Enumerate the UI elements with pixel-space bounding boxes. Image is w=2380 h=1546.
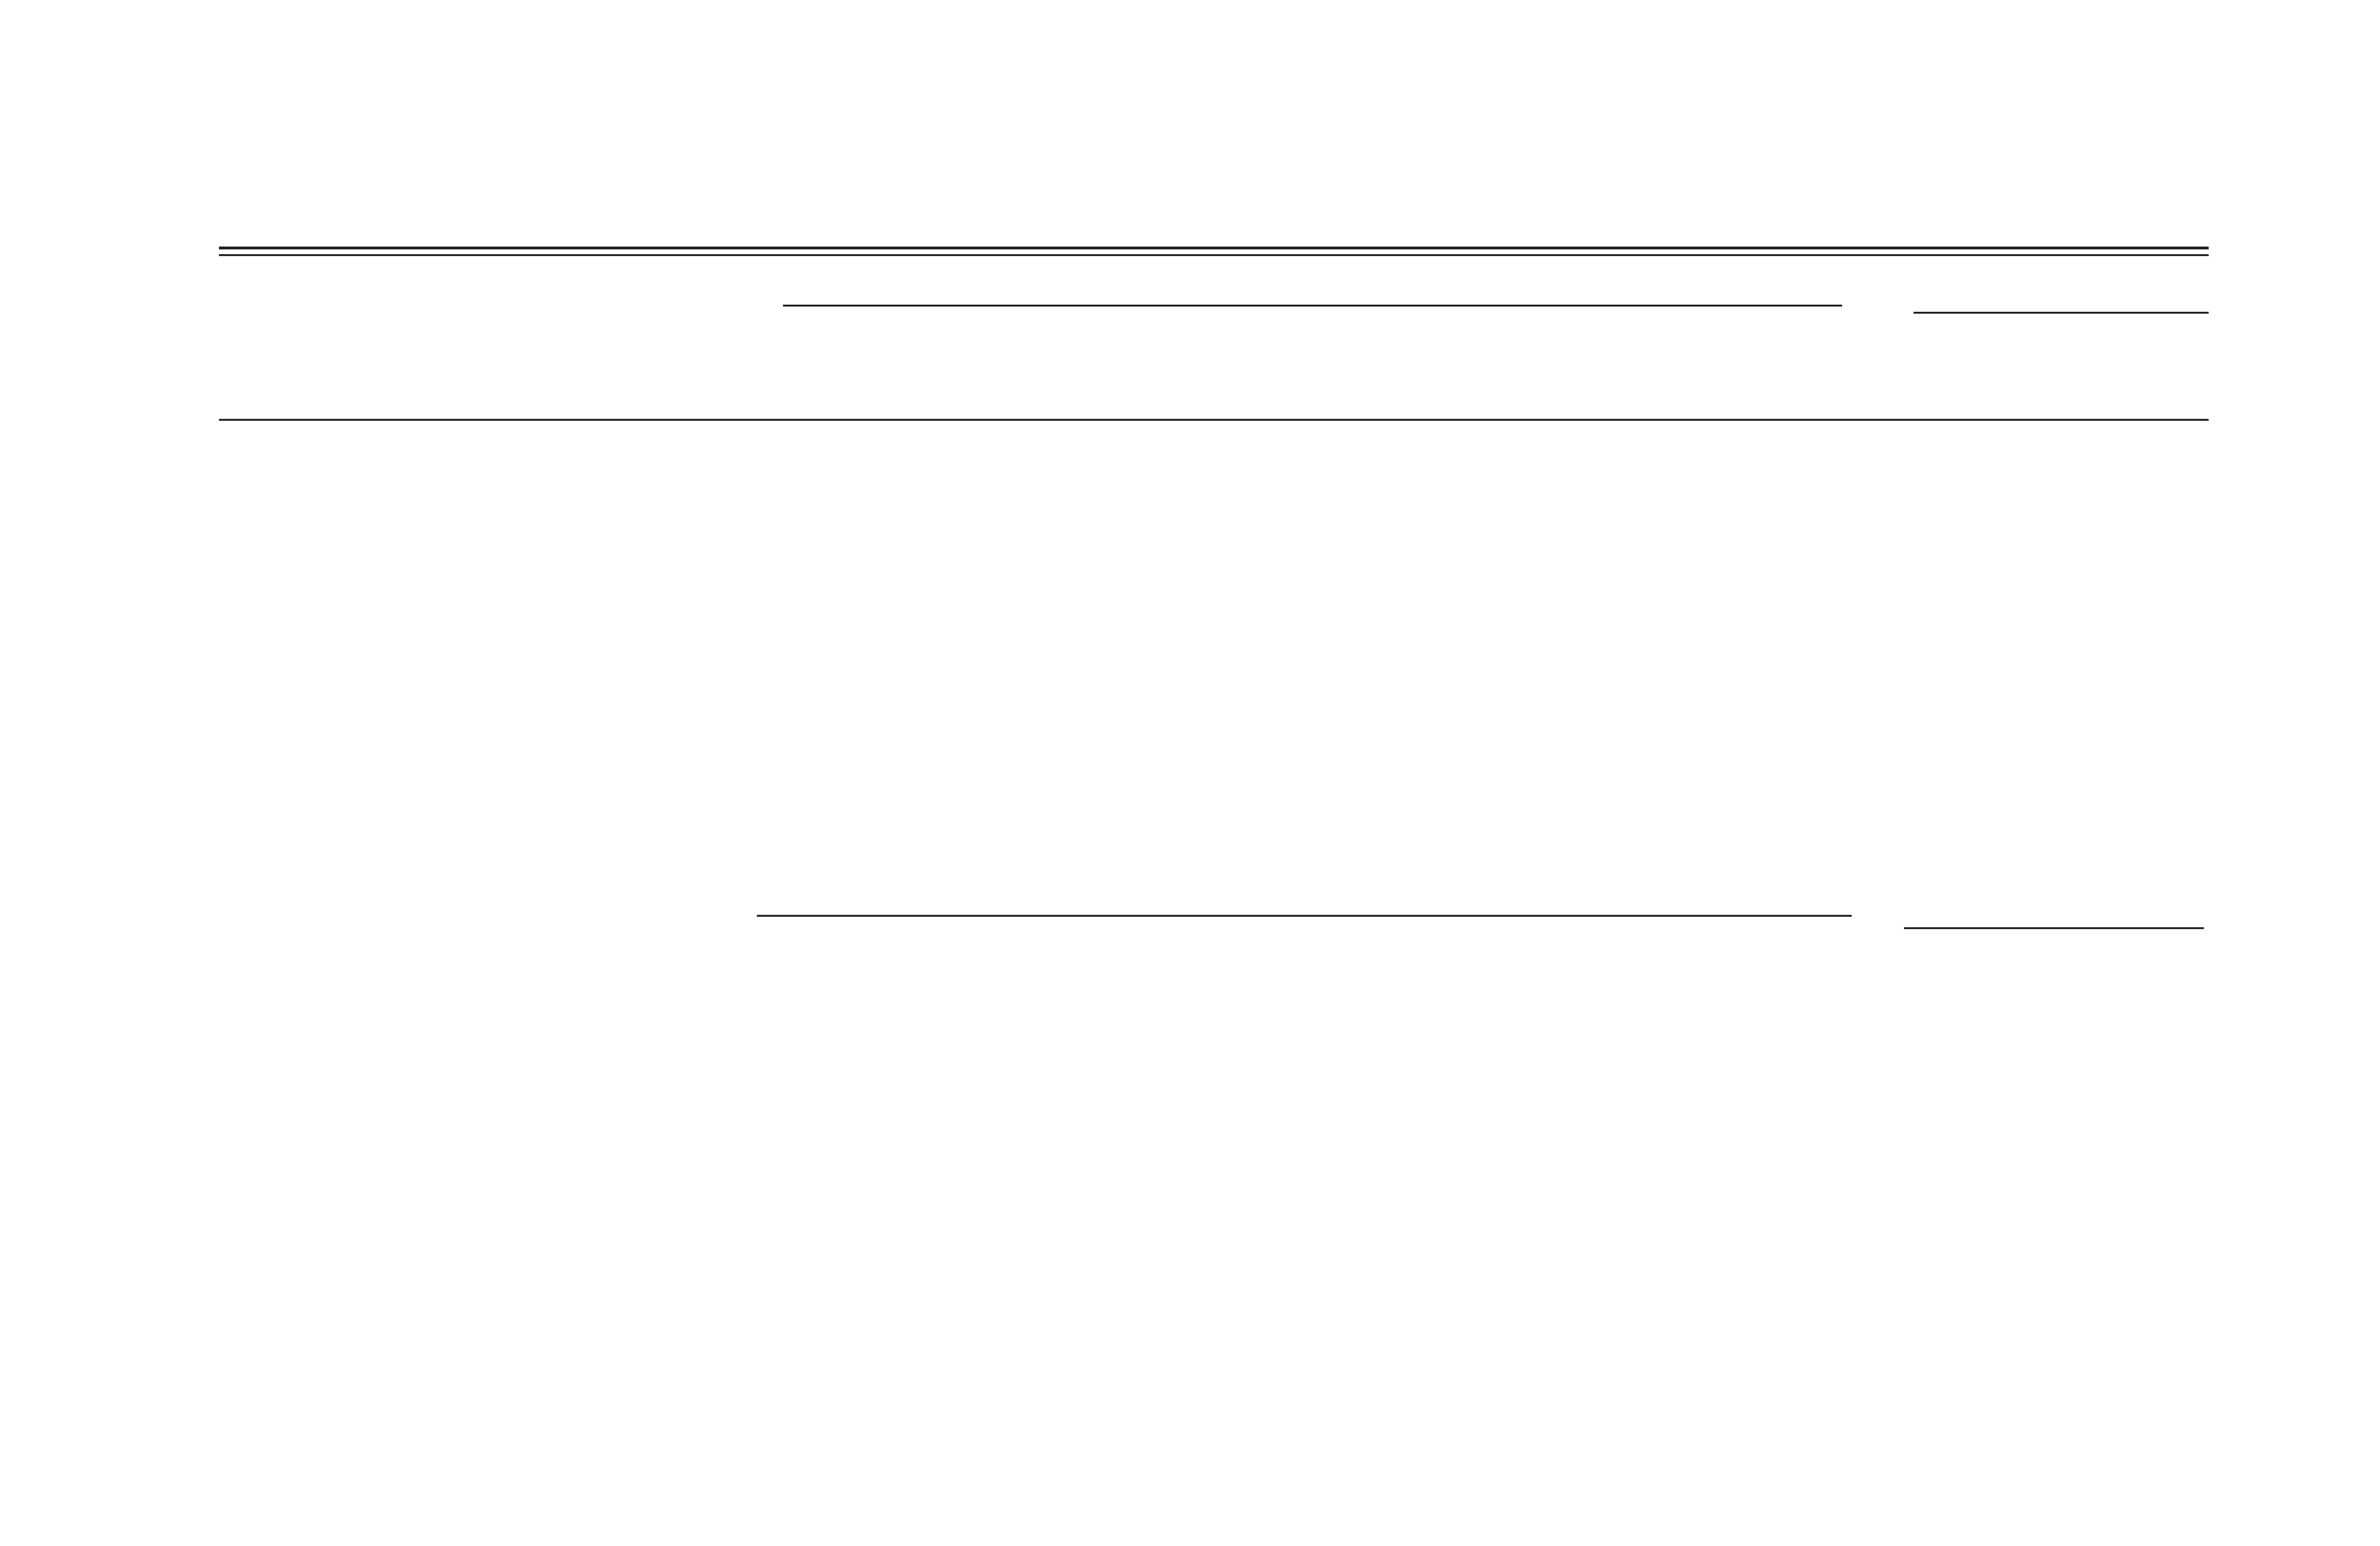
- top-double-rule-1: [219, 247, 2209, 249]
- total-rule-left: [757, 915, 1852, 917]
- top-double-rule-2: [219, 254, 2209, 256]
- governor-group-rule: [1914, 312, 2209, 314]
- total-rule-right: [1904, 927, 2204, 929]
- header-bottom-rule: [219, 419, 2209, 421]
- president-group-rule: [783, 305, 1842, 307]
